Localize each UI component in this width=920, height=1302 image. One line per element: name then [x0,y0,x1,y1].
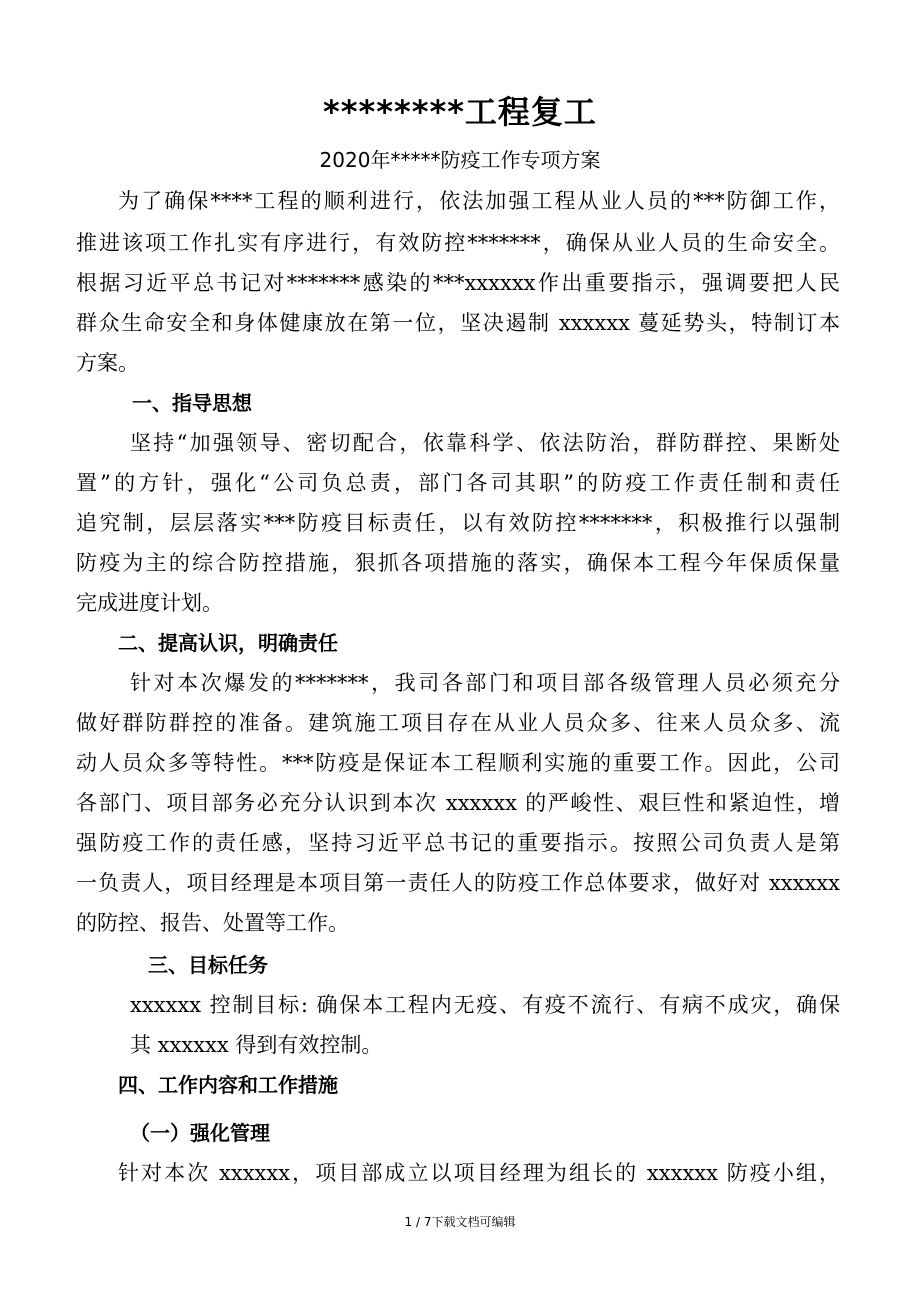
paragraph-line: 强防疫工作的责任感，坚持习近平总书记的重要指示。按照公司负责人是第 [76,831,840,855]
paragraph-line: 为了确保****工程的顺利进行，依法加强工程从业人员的***防御工作， [118,189,840,213]
paragraph-line: 一负责人，项目经理是本项目第一责任人的防疫工作总体要求，做好对 xxxxxx [76,871,840,895]
paragraph-line: 坚持“加强领导、密切配合，依靠科学、依法防治，群防群控、果断处 [130,431,840,455]
paragraph-line: 做好群防群控的准备。建筑施工项目存在从业人员众多、往来人员众多、流 [76,711,840,735]
paragraph-line: 完成进度计划。 [76,591,223,615]
paragraph-line: 防疫为主的综合防控措施，狠抓各项措施的落实，确保本工程今年保质保量 [76,551,840,575]
paragraph-line: 群众生命安全和身体健康放在第一位，坚决遏制 xxxxxx 蔓延势头，特制订本 [76,311,840,335]
section-heading: 三、目标任务 [148,953,268,977]
section-heading: 二、提高认识，明确责任 [118,631,338,655]
paragraph-line: 各部门、项目部务必充分认识到本次 xxxxxx 的严峻性、艰巨性和紧迫性，增 [76,791,840,815]
paragraph-line: 推进该项工作扎实有序进行，有效防控*******，确保从业人员的生命安全。 [76,231,840,255]
paragraph-line: 其 xxxxxx 得到有效控制。 [130,1033,383,1057]
paragraph-line: 动人员众多等特性。***防疫是保证本工程顺利实施的重要工作。因此，公司 [76,751,840,775]
section-heading: 四、工作内容和工作措施 [118,1073,338,1097]
paragraph-line: 的防控、报告、处置等工作。 [76,911,349,935]
paragraph-line: 置”的方针，强化“公司负总责，部门各司其职”的防疫工作责任制和责任 [76,471,840,495]
section-heading: 一、指导思想 [132,391,252,415]
paragraph-line: 方案。 [76,351,139,375]
page-footer: 1 / 7下载文档可编辑 [404,1215,516,1229]
document-subtitle: 2020年*****防疫工作专项方案 [319,148,601,172]
paragraph-line: 针对本次爆发的*******，我司各部门和项目部各级管理人员必须充分 [130,671,840,695]
paragraph-line: xxxxxx 控制目标: 确保本工程内无疫、有疫不流行、有病不成灾，确保 [130,993,840,1017]
paragraph-line: 根据习近平总书记对*******感染的***xxxxxx作出重要指示，强调要把人民 [76,271,840,295]
paragraph-line: 追究制，层层落实***防疫目标责任，以有效防控*******，积极推行以强制 [76,511,840,535]
paragraph-line: 针对本次 xxxxxx，项目部成立以项目经理为组长的 xxxxxx 防疫小组， [118,1161,840,1185]
document-title: ********工程复工 [323,93,597,131]
subsection-heading: （一）强化管理 [130,1121,270,1145]
